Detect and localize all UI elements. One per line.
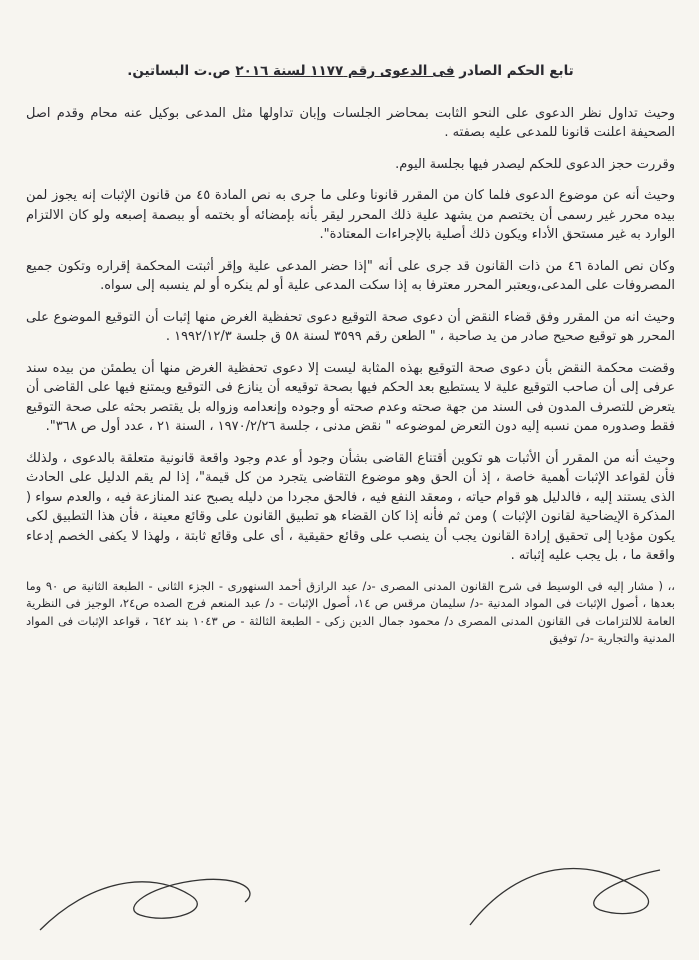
- signature-left: [40, 879, 250, 930]
- paragraph: وقضت محكمة النقض بأن دعوى صحة التوقيع بهذه المثابة ليست إلا دعوى تحفظية الغرض منها أن يطمئن من بيده سند عرفى إلى أن صاحب التوقيع علية لا يستطيع بعد الحكم فيها بصحة توقيعه أن ينازع فى التوقيع ويمتنع فيها على القاضى أن يتعرض للتصرف المدون فى السند من جهة صحته وعدم صحته أو وجوده وإنعدامه وزواله بل يقتصر بحثه على صحة التوقيع فقط وصدوره ممن نسبه إليه دون التعرض لموضوعه " نقض مدنى ، جلسة ١٩٧٠/٢/٢٦ ، السنة ٢١ ، عدد أول ص ٣٦٨".: [26, 360, 675, 434]
- paragraph: وحيث انه من المقرر وفق قضاء النقض أن دعوى صحة التوقيع دعوى تحفظية الغرض منها إثبات أن التوقيع الموضوع على المحرر هو توقيع صحيح صادر من يد صاحبة ، " الطعن رقم ٣٥٩٩ لسنة ٥٨ ق جلسة ١٩٩٢/١٢/٣ .: [26, 309, 675, 344]
- references-footnote: ،، ( مشار إليه فى الوسيط فى شرح القانون المدنى المصرى -د/ عبد الرازق أحمد السنهورى - الجزء الثانى - الطبعة الثانية ص ٩٠ وما بعدها ، أصول الإثبات فى المواد المدنية -د/ سليمان مرقس ص ١٤، أصول الإثبات - د/ عبد المنعم فرج الصده ص٢٤، الوجيز فى النظرية العامة للالتزامات فى القانون المدنى المصرى د/ محمود جمال الدين زكى - الطبعة الثالثة - ص ١٠٤٣ بند ٦٤٢ ، قواعد الإثبات فى المواد المدنية والتجارية -د/ توفيق: [26, 578, 676, 645]
- title-case-number: فى الدعوى رقم ١١٧٧ لسنة ٢٠١٦: [235, 63, 455, 79]
- title-court: ص.ت البساتين.: [127, 63, 231, 79]
- paragraph: وحيث تداول نظر الدعوى على النحو الثابت بمحاضر الجلسات وإبان تداولها مثل المدعى بوكيل عنه محام وقدم اصل الصحيفة اعلنت قانونا للمدعى عليه بصفته .: [26, 105, 675, 140]
- signature-right: [470, 868, 660, 925]
- document-body: [26, 62, 675, 660]
- paragraph: وقررت حجز الدعوى للحكم ليصدر فيها بجلسة اليوم.: [395, 156, 675, 172]
- paragraph: وكان نص المادة ٤٦ من ذات القانون قد جرى على أنه "إذا حضر المدعى علية وإقر أثبتت المحكمة إقراره وتكون جميع المصروفات على المدعى،ويعتبر المحرر معترفا به إذا سكت المدعى علية أو لم ينكره أو لم ينسبه إلى سواه.: [26, 258, 675, 293]
- title-prefix: تابع الحكم الصادر: [459, 63, 574, 79]
- paragraph: وحيث أنه من المقرر أن الأثبات هو تكوين أقتناع القاضى بشأن وجود أو عدم وجود واقعة قانونية متعلقة بالدعوى ، ولذلك فأن لقواعد الإثبات أهمية خاصة ، إذ أن الحق وهو موضوع التقاضى يتجرد من كل قيمة"، إذا لم يقم الدليل على الحادث الذى يستند إليه ، فالدليل هو قوام حياته ، ومعقد النفع فيه ، فالحق مجردا من دليله يصبح عند المنازعة فيه ، والعدم سواء ( المذكرة الإيضاحية لقانون الإثبات ) ومن ثم فأنه إذا كان القضاء هو تطبيق القانون على وقائع معينة ، فأن هذا التطبيق لكى يكون مؤديا إلى تحقيق إرادة القانون يجب أن ينصب على وقائع حقيقية ، أى على وقائع ثابتة ، ولهذا لا يكفى الخصم إدعاء واقعة ما ، بل يجب عليه إثباته .: [26, 450, 675, 563]
- document-title: [26, 62, 675, 82]
- handwritten-signatures: [0, 720, 699, 960]
- paragraph: وحيث أنه عن موضوع الدعوى فلما كان من المقرر قانونا وعلى ما جرى به نص المادة ٤٥ من قانون الإثبات إنه يجوز لمن بيده محرر غير رسمى أن يختصم من يشهد علية ذلك المحرر ليقر بأنه بإمضائه أو بختمه أو ببصمة إصبعه ولو كان الالتزام الوارد به غير مستحق الأداء ويكون ذلك أصلية بالإجراءات المعتادة".: [26, 188, 675, 242]
